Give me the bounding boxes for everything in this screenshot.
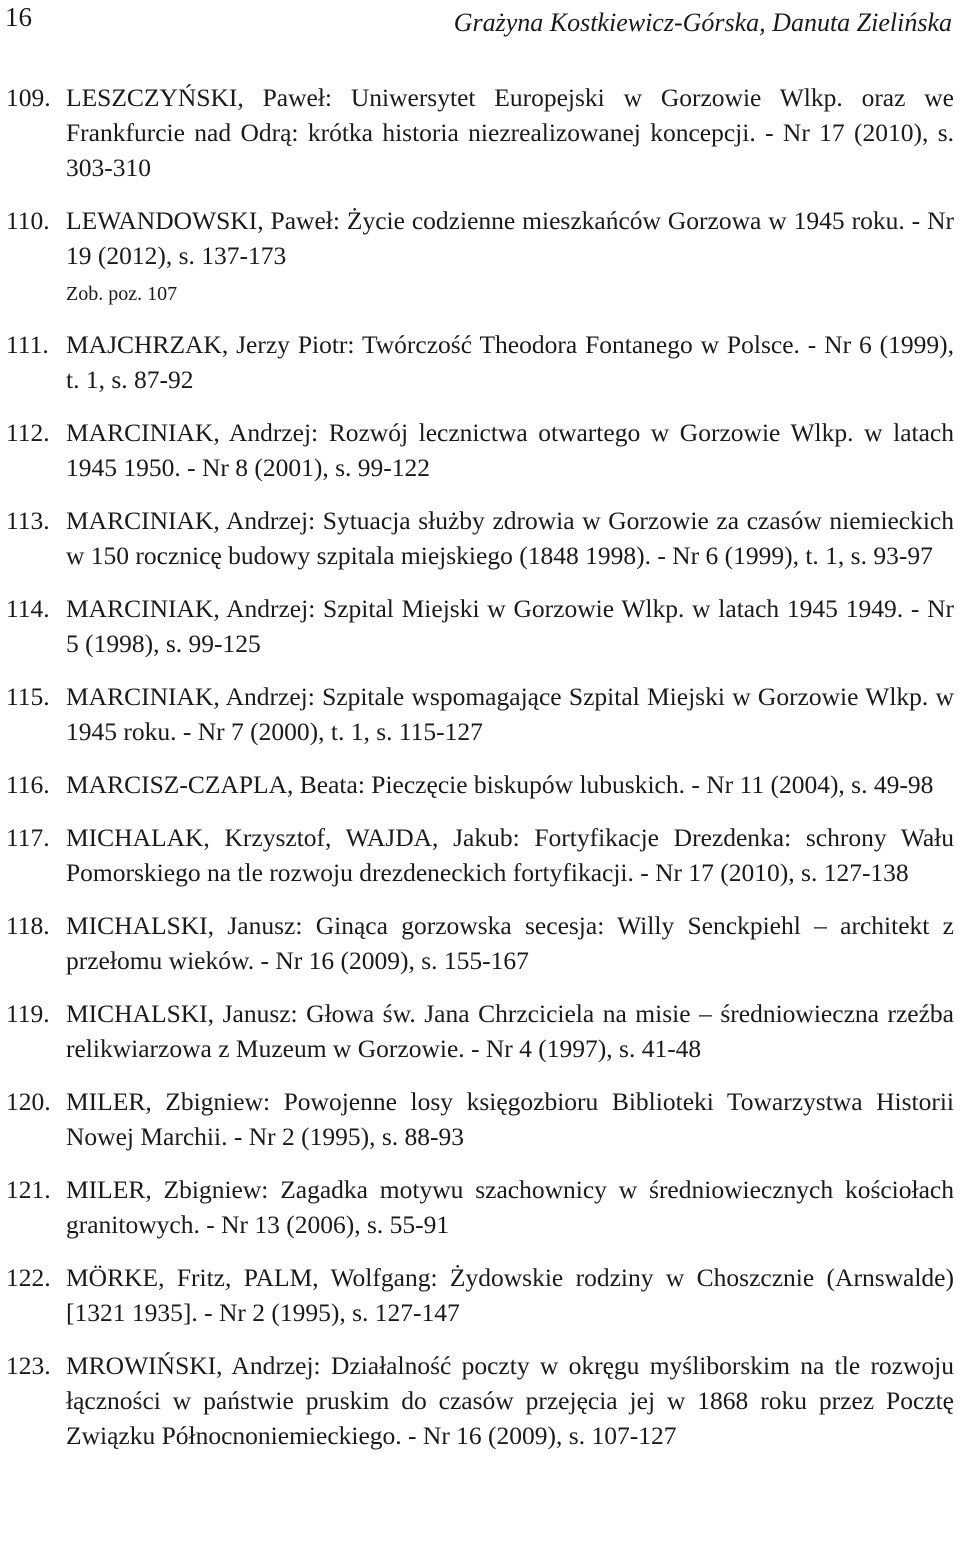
- entry-number: 110.: [6, 206, 50, 235]
- entry-text: MARCINIAK, Andrzej: Szpitale wspomagające Szpital Miejski w Gorzowie Wlkp. w 1945 roku. - Nr 7 (2000), t. 1, s. 115-127: [66, 682, 954, 746]
- page-header: [0, 0, 960, 50]
- entry-number: 113.: [6, 506, 50, 535]
- running-title: Grażyna Kostkiewicz-Górska, Danuta Zielińska: [453, 8, 952, 37]
- list-item: [0, 203, 960, 309]
- entry-text: MICHALAK, Krzysztof, WAJDA, Jakub: Fortyfikacje Drezdenka: schrony Wału Pomorskiego na tle rozwoju drezdeneckich fortyfikacji. - Nr 17 (2010), s. 127-138: [66, 823, 954, 887]
- entry-text: MARCISZ-CZAPLA, Beata: Pieczęcie biskupów lubuskich. - Nr 11 (2004), s. 49-98: [66, 770, 934, 799]
- list-item: [0, 80, 960, 185]
- entry-number: 119.: [6, 999, 50, 1028]
- list-item: [0, 1172, 960, 1242]
- entry-number: 109.: [6, 83, 51, 112]
- entry-number: 111.: [6, 330, 49, 359]
- entry-number: 116.: [6, 770, 50, 799]
- cross-reference-note: Zob. poz. 107: [66, 283, 178, 305]
- list-item: [0, 1260, 960, 1330]
- entry-number: 112.: [6, 418, 50, 447]
- entry-text: MICHALSKI, Janusz: Ginąca gorzowska secesja: Willy Senckpiehl – architekt z przełomu wieków. - Nr 16 (2009), s. 155-167: [66, 911, 954, 975]
- list-item: [0, 415, 960, 485]
- entry-text: MILER, Zbigniew: Zagadka motywu szachownicy w średniowiecznych kościołach granitowych. - Nr 13 (2006), s. 55-91: [66, 1175, 954, 1239]
- entry-number: 115.: [6, 682, 50, 711]
- entry-number: 122.: [6, 1263, 51, 1292]
- entry-number: 120.: [6, 1087, 51, 1116]
- entry-number: 118.: [6, 911, 50, 940]
- entry-text: LEWANDOWSKI, Paweł: Życie codzienne mieszkańców Gorzowa w 1945 roku. - Nr 19 (2012), s. 137-173: [66, 206, 954, 270]
- entry-text: LESZCZYŃSKI, Paweł: Uniwersytet Europejski w Gorzowie Wlkp. oraz we Frankfurcie nad Odrą: krótka historia niezrealizowanej koncepcji. - Nr 17 (2010), s. 303-310: [66, 83, 954, 182]
- entry-number: 121.: [6, 1175, 51, 1204]
- list-item: [0, 679, 960, 749]
- entry-text: MILER, Zbigniew: Powojenne losy księgozbioru Biblioteki Towarzystwa Historii Nowej Marchii. - Nr 2 (1995), s. 88-93: [66, 1087, 954, 1151]
- entry-text: MÖRKE, Fritz, PALM, Wolfgang: Żydowskie rodziny w Choszcznie (Arnswalde) [1321 1935]. - Nr 2 (1995), s. 127-147: [66, 1263, 954, 1327]
- entry-text: MARCINIAK, Andrzej: Szpital Miejski w Gorzowie Wlkp. w latach 1945 1949. - Nr 5 (1998), s. 99-125: [66, 594, 954, 658]
- entry-text: MROWIŃSKI, Andrzej: Działalność poczty w okręgu myśliborskim na tle rozwoju łączności w państwie pruskim do czasów przejęcia jej w 1868 roku przez Pocztę Związku Północnoniemieckiego. - Nr 16 (2009), s. 107-127: [66, 1351, 954, 1450]
- entry-number: 123.: [6, 1351, 51, 1380]
- list-item: [0, 820, 960, 890]
- list-item: [0, 1348, 960, 1453]
- list-item: [0, 996, 960, 1066]
- page-number: 16: [5, 2, 32, 32]
- list-item: [0, 503, 960, 573]
- list-item: [0, 767, 960, 802]
- entry-text: MAJCHRZAK, Jerzy Piotr: Twórczość Theodora Fontanego w Polsce. - Nr 6 (1999), t. 1, s. 87-92: [66, 330, 954, 394]
- list-item: [0, 591, 960, 661]
- list-item: [0, 1084, 960, 1154]
- list-item: [0, 327, 960, 397]
- entry-text: MARCINIAK, Andrzej: Sytuacja służby zdrowia w Gorzowie za czasów niemieckich w 150 rocznicę budowy szpitala miejskiego (1848 1998). - Nr 6 (1999), t. 1, s. 93-97: [66, 506, 954, 570]
- list-item: [0, 908, 960, 978]
- bibliography-list: [0, 80, 960, 1471]
- entry-text: MARCINIAK, Andrzej: Rozwój lecznictwa otwartego w Gorzowie Wlkp. w latach 1945 1950. - Nr 8 (2001), s. 99-122: [66, 418, 954, 482]
- entry-number: 114.: [6, 594, 50, 623]
- entry-text: MICHALSKI, Janusz: Głowa św. Jana Chrzciciela na misie – średniowieczna rzeźba relikwiarzowa z Muzeum w Gorzowie. - Nr 4 (1997), s. 41-48: [66, 999, 954, 1063]
- entry-number: 117.: [6, 823, 50, 852]
